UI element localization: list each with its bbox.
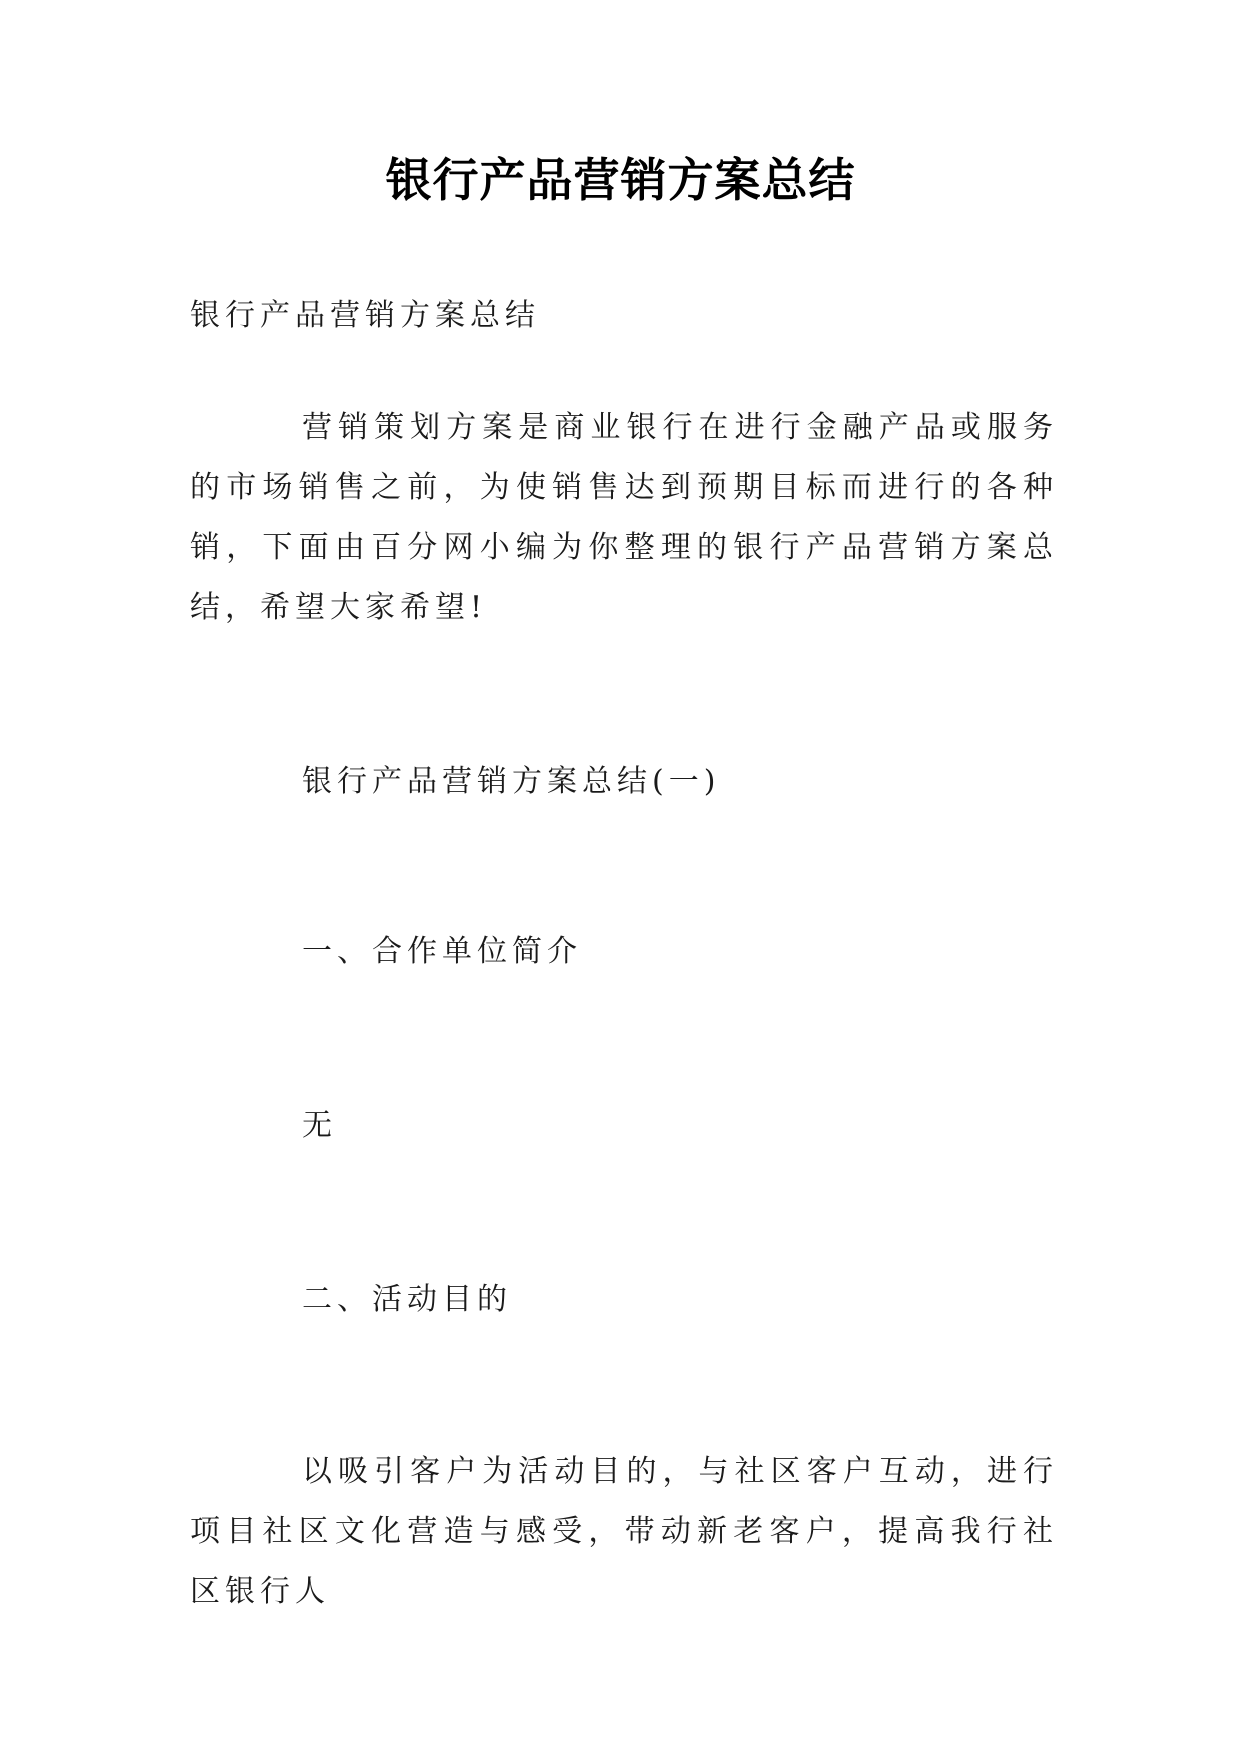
heading-activity-purpose: 二、活动目的 [302,1282,512,1317]
paragraph-activity-purpose: 以吸引客户为活动目的，与社区客户互动，进行项目社区文化营造与感受，带动新老客户，提高我行社区银行人 [190,1454,1058,1609]
section-title: 银行产品营销方案总结(一) [302,764,721,799]
document-title: 银行产品营销方案总结 [385,153,856,207]
heading-cooperation-unit: 一、合作单位简介 [302,934,582,969]
paragraph-cooperation-unit: 无 [302,1108,337,1143]
document-subtitle: 银行产品营销方案总结 [190,298,540,333]
intro-paragraph: 营销策划方案是商业银行在进行金融产品或服务的市场销售之前，为使销售达到预期目标而进行的各种销，下面由百分网小编为你整理的银行产品营销方案总结，希望大家希望! [190,410,1058,625]
